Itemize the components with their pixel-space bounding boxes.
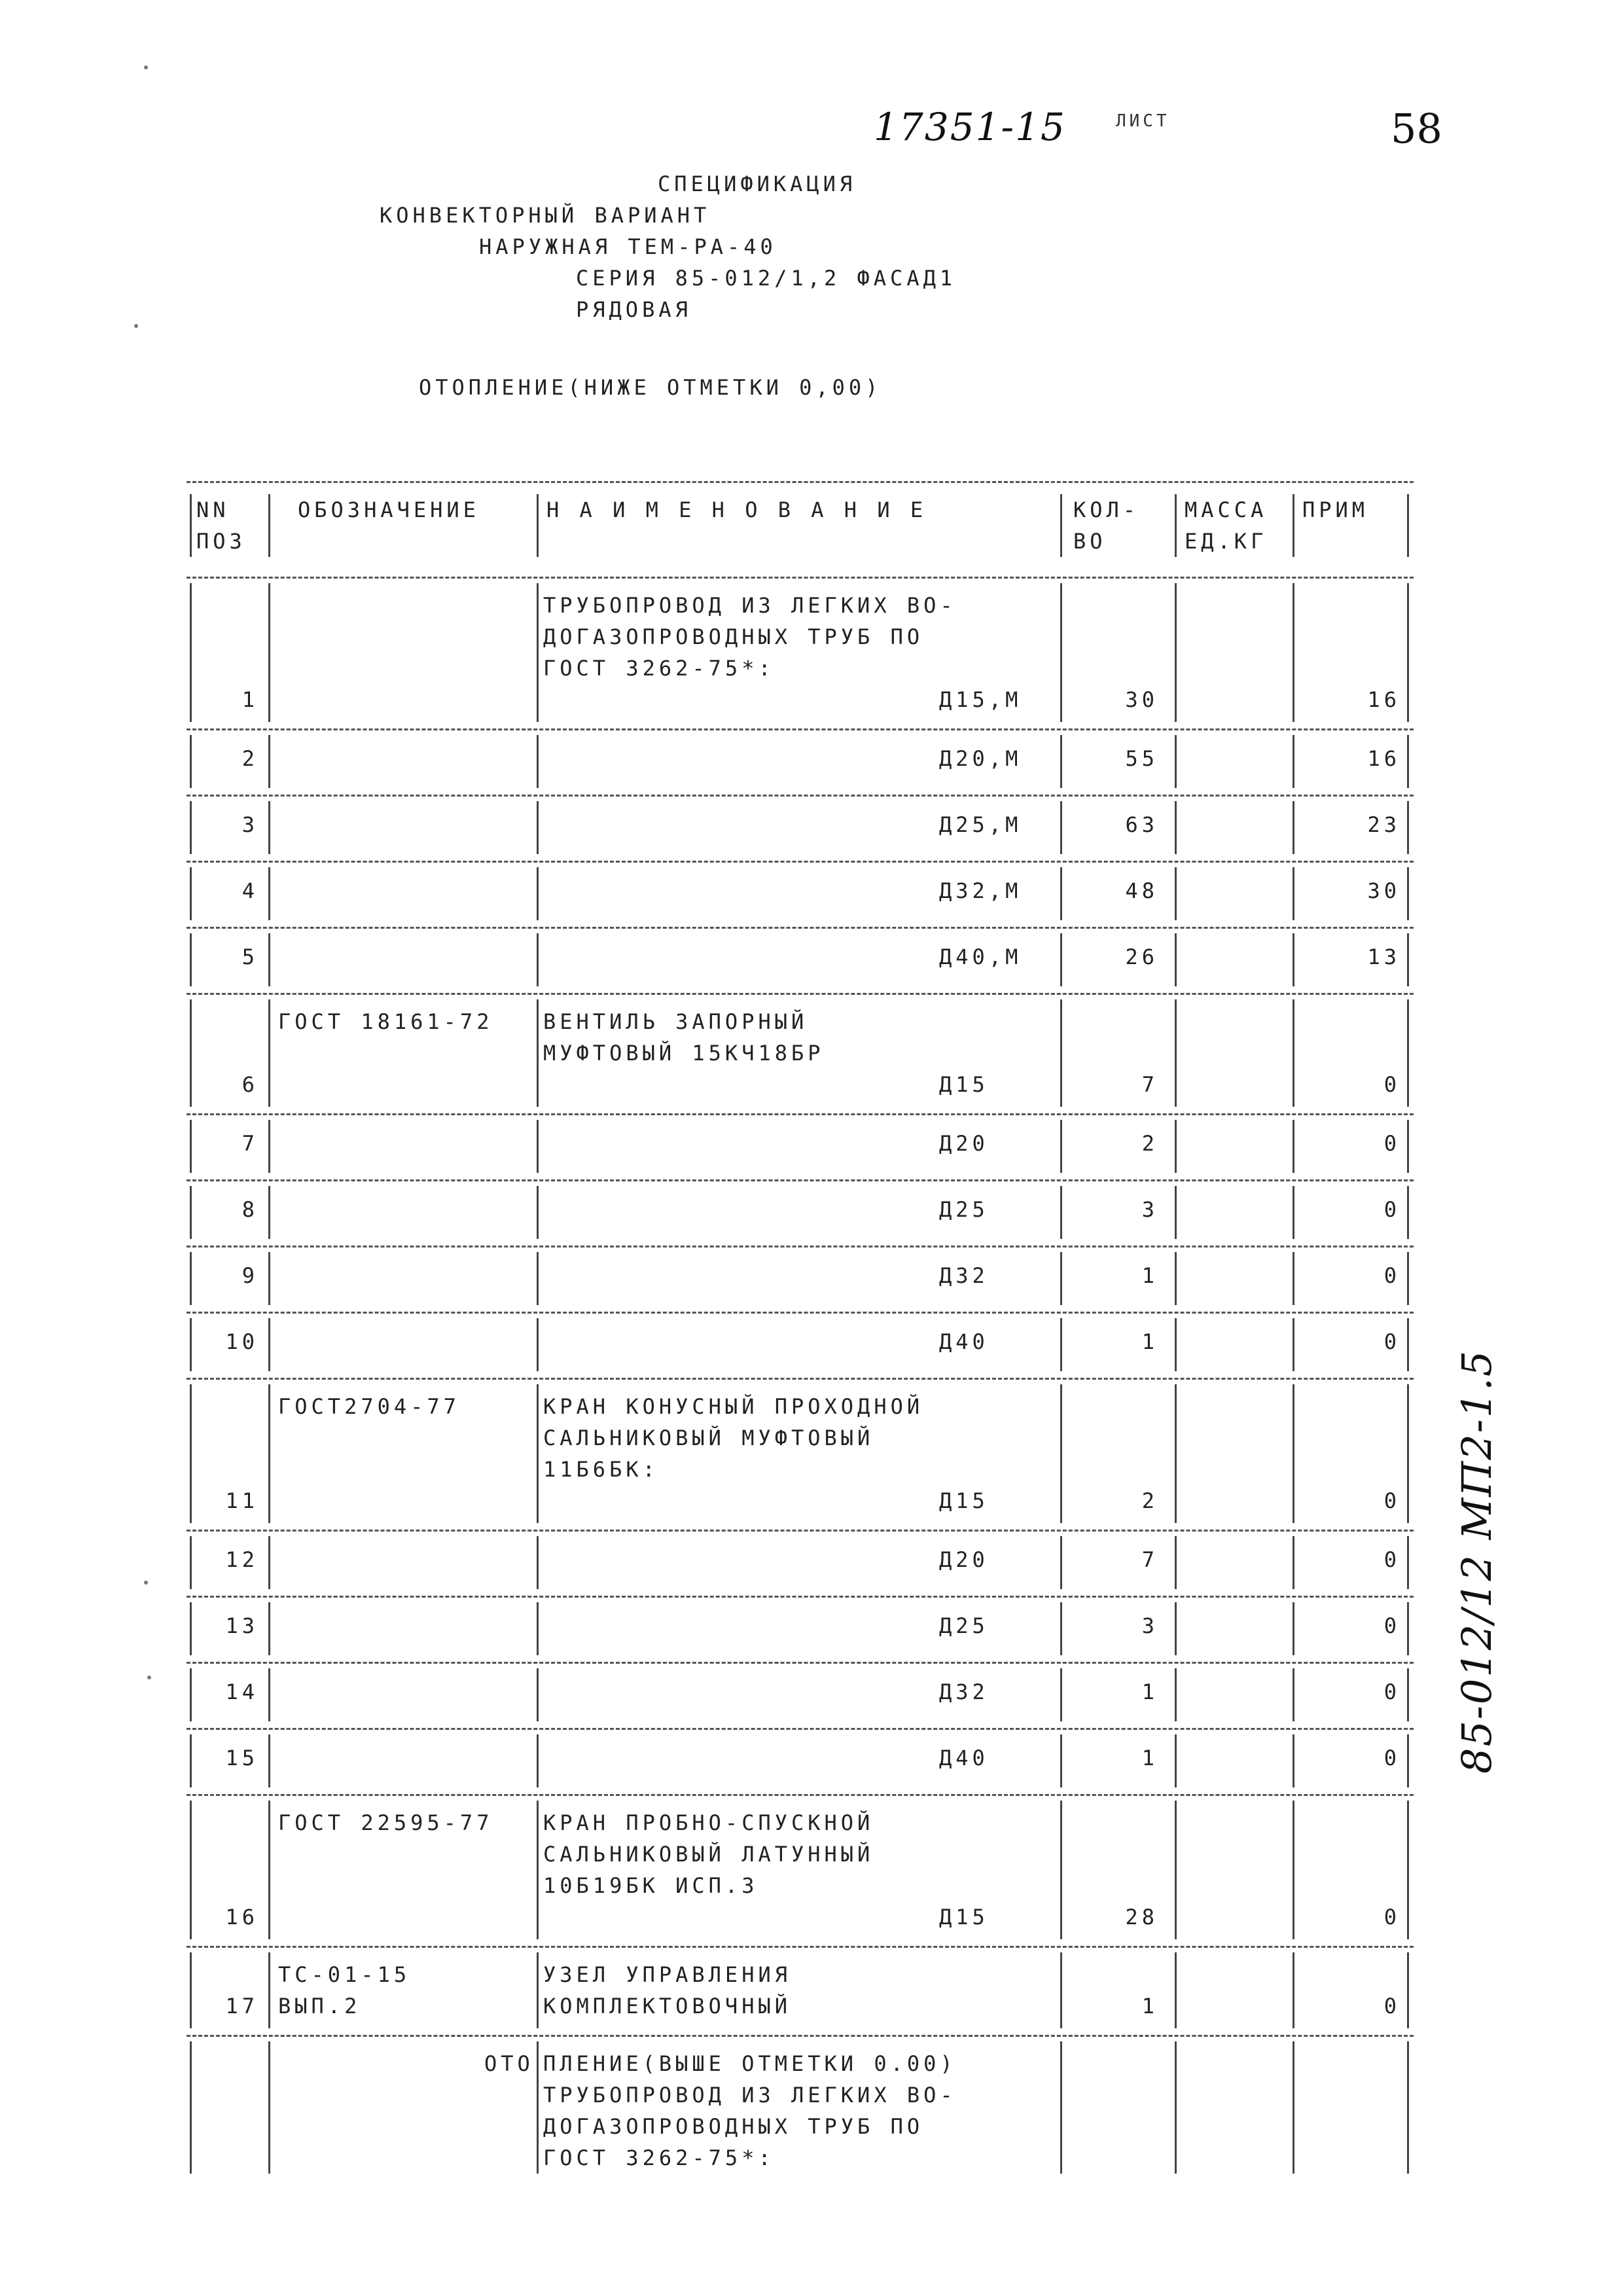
item-size: Д40,М [939,944,1022,969]
column-separator [1175,1120,1177,1173]
item-note: 16 [1367,746,1400,771]
column-separator [1175,1801,1177,1939]
column-separator [268,1252,270,1305]
table-rule [187,481,1414,483]
table-rule [187,1179,1414,1181]
column-separator [1407,1602,1409,1655]
item-quantity: 3 [1141,1197,1158,1222]
column-separator [1293,933,1294,986]
column-separator [1293,494,1294,557]
title-line-specification: СПЕЦИФИКАЦИЯ [658,171,857,196]
item-size: Д40 [939,1329,989,1354]
column-separator [1175,801,1177,854]
column-separator [537,1252,539,1305]
position-number: 2 [241,746,259,771]
item-size: Д20 [939,1547,989,1572]
column-separator [190,1801,192,1939]
position-number: 12 [225,1547,259,1572]
position-number: 8 [241,1197,259,1222]
document-number: 17351-15 [874,105,1066,149]
column-separator [268,1734,270,1787]
group-name-line: 11Б6БК: [543,1457,659,1482]
sheet-label: ЛИСТ [1116,111,1170,131]
position-number: 3 [241,812,259,837]
column-separator [268,583,270,722]
item-quantity: 55 [1125,746,1158,771]
column-separator [1175,1186,1177,1239]
column-separator [1060,1734,1062,1787]
item-note: 0 [1383,1679,1400,1704]
column-separator [1293,1384,1294,1523]
item-quantity: 7 [1141,1547,1158,1572]
column-header-sub: ЕД.КГ [1185,529,1268,554]
group-name-line: МУФТОВЫЙ 15КЧ18БР [543,1041,825,1066]
column-separator [268,801,270,854]
side-document-code: 85-012/12 МП2-1.5 [1453,1349,1501,1774]
column-separator [1175,999,1177,1107]
position-number: 11 [225,1488,259,1513]
column-separator [1293,1734,1294,1787]
column-separator [268,1801,270,1939]
column-separator [537,735,539,788]
column-separator [537,1668,539,1721]
item-size: Д40 [939,1746,989,1770]
column-separator [268,1536,270,1589]
column-separator [537,1602,539,1655]
column-separator [537,1318,539,1371]
item-note: 0 [1383,1329,1400,1354]
column-separator [1407,1734,1409,1787]
item-quantity: 7 [1141,1072,1158,1097]
table-rule [187,1312,1414,1314]
column-separator [190,1252,192,1305]
group-name-line: ВЕНТИЛЬ ЗАПОРНЫЙ [543,1009,808,1034]
column-separator [537,1120,539,1173]
table-rule [187,1794,1414,1796]
item-size: Д32 [939,1679,989,1704]
column-separator [1175,1602,1177,1655]
column-separator [1060,583,1062,722]
position-number: 17 [225,1994,259,2018]
item-quantity: 2 [1141,1131,1158,1156]
column-separator [190,933,192,986]
column-separator [1060,999,1062,1107]
table-rule [187,1530,1414,1532]
column-separator [1175,1668,1177,1721]
group-name-line: КОМПЛЕКТОВОЧНЫЙ [543,1994,791,2018]
group-name-line: ГОСТ 3262-75*: [543,2145,775,2170]
title-line-outdoor-temperature: НАРУЖНАЯ ТЕМ-РА-40 [479,234,777,259]
column-separator [1175,494,1177,557]
scan-speck [134,324,138,328]
column-separator [1175,933,1177,986]
table-rule [187,1946,1414,1948]
item-note: 0 [1383,1131,1400,1156]
column-separator [537,867,539,920]
position-number: 7 [241,1131,259,1156]
column-separator [537,1734,539,1787]
position-number: 15 [225,1746,259,1770]
column-separator [190,1120,192,1173]
column-separator [1060,1668,1062,1721]
column-separator [537,583,539,722]
position-number: 9 [241,1263,259,1288]
column-separator [190,494,192,557]
column-header-sub: ВО [1073,529,1107,554]
column-separator [190,583,192,722]
group-designation: ГОСТ 22595-77 [278,1810,493,1835]
column-separator [1293,1952,1294,2028]
column-separator [537,1952,539,2028]
column-separator [1407,1668,1409,1721]
table-rule [187,927,1414,929]
column-separator [1060,1536,1062,1589]
item-size: Д20,М [939,746,1022,771]
column-separator [190,867,192,920]
item-size: Д32 [939,1263,989,1288]
column-separator [268,933,270,986]
position-number: 10 [225,1329,259,1354]
column-separator [1293,1252,1294,1305]
column-separator [268,1602,270,1655]
column-separator [1060,1384,1062,1523]
column-separator [190,735,192,788]
column-separator [537,494,539,557]
title-line-variant: КОНВЕКТОРНЫЙ ВАРИАНТ [380,203,711,228]
group-name-line: ТРУБОПРОВОД ИЗ ЛЕГКИХ ВО- [543,593,957,618]
position-number: 5 [241,944,259,969]
item-quantity: 3 [1141,1613,1158,1638]
column-separator [537,1536,539,1589]
item-note: 30 [1367,878,1400,903]
column-separator [1407,1536,1409,1589]
item-size: Д15 [939,1488,989,1513]
group-name-line: КРАН ПРОБНО-СПУСКНОЙ [543,1810,874,1835]
title-line-row-type: РЯДОВАЯ [576,297,692,322]
scan-speck [144,1581,148,1585]
column-separator [1407,494,1409,557]
item-note: 13 [1367,944,1400,969]
item-note: 0 [1383,1613,1400,1638]
item-note: 0 [1383,1746,1400,1770]
position-number: 6 [241,1072,259,1097]
column-header: МАССА [1185,497,1268,522]
section-title: ОТОПЛЕНИЕ(НИЖЕ ОТМЕТКИ 0,00) [419,375,882,400]
column-separator [190,1734,192,1787]
item-size: Д15 [939,1072,989,1097]
column-separator [1293,1801,1294,1939]
group-name-line: ДОГАЗОПРОВОДНЫХ ТРУБ ПО [543,624,924,649]
column-separator [190,801,192,854]
column-separator [190,1952,192,2028]
scan-speck [144,65,148,69]
column-separator [1060,933,1062,986]
column-separator [1293,1186,1294,1239]
column-separator [1175,583,1177,722]
position-number: 4 [241,878,259,903]
item-quantity: 48 [1125,878,1158,903]
group-name-line: ДОГАЗОПРОВОДНЫХ ТРУБ ПО [543,2114,924,2139]
title-line-series: СЕРИЯ 85-012/1,2 ФАСАД1 [576,266,957,291]
column-separator [1060,735,1062,788]
column-separator [1175,1384,1177,1523]
column-separator [1060,1801,1062,1939]
group-designation: ГОСТ2704-77 [278,1394,460,1419]
column-separator [1407,1186,1409,1239]
item-size: Д32,М [939,878,1022,903]
table-rule [187,577,1414,579]
column-separator [1407,801,1409,854]
column-separator [268,1120,270,1173]
column-header-sub: ПОЗ [196,529,246,554]
column-separator [1407,735,1409,788]
table-rule [187,1728,1414,1730]
item-note: 0 [1383,1994,1400,2018]
table-rule [187,861,1414,863]
column-separator [1293,1318,1294,1371]
table-rule [187,795,1414,797]
group-name-line: 10Б19БК ИСП.3 [543,1873,758,1898]
table-rule [187,1246,1414,1247]
group-name-line: УЗЕЛ УПРАВЛЕНИЯ [543,1962,791,1987]
column-separator [537,1186,539,1239]
column-separator [1407,933,1409,986]
column-separator [268,1384,270,1523]
column-separator [537,999,539,1107]
scan-speck [147,1676,151,1679]
column-separator [537,1801,539,1939]
group-name-line: ГОСТ 3262-75*: [543,656,775,681]
group-name-line: САЛЬНИКОВЫЙ МУФТОВЫЙ [543,1426,874,1450]
column-separator [1060,1186,1062,1239]
column-separator [1293,801,1294,854]
group-designation: ОТО [484,2051,534,2076]
item-size: Д20 [939,1131,989,1156]
column-separator [190,999,192,1107]
column-separator [190,1384,192,1523]
column-separator [1407,1252,1409,1305]
column-separator [1060,1252,1062,1305]
table-rule [187,1596,1414,1598]
column-separator [1175,1952,1177,2028]
item-quantity: 2 [1141,1488,1158,1513]
column-separator [1293,867,1294,920]
item-size: Д25,М [939,812,1022,837]
group-name-line: ТРУБОПРОВОД ИЗ ЛЕГКИХ ВО- [543,2083,957,2108]
item-quantity: 28 [1125,1905,1158,1929]
position-number: 14 [225,1679,259,1704]
column-separator [1060,1120,1062,1173]
column-separator [1407,1801,1409,1939]
item-quantity: 1 [1141,1263,1158,1288]
column-separator [268,1952,270,2028]
column-separator [1060,867,1062,920]
group-name-line: ПЛЕНИЕ(ВЫШЕ ОТМЕТКИ 0.00) [543,2051,957,2076]
column-separator [1175,2041,1177,2174]
column-header: КОЛ- [1073,497,1140,522]
table-rule [187,2035,1414,2037]
group-designation: ТС-01-15 [278,1962,411,1987]
column-separator [1407,1952,1409,2028]
item-note: 0 [1383,1905,1400,1929]
column-separator [268,1668,270,1721]
group-name-line: КРАН КОНУСНЫЙ ПРОХОДНОЙ [543,1394,924,1419]
column-separator [1293,1668,1294,1721]
column-separator [190,1536,192,1589]
column-separator [1293,1602,1294,1655]
item-note: 23 [1367,812,1400,837]
item-note: 0 [1383,1547,1400,1572]
column-separator [1060,494,1062,557]
group-designation-extra: ВЫП.2 [278,1994,361,2018]
column-separator [1175,1252,1177,1305]
column-separator [1060,1602,1062,1655]
column-separator [537,2041,539,2174]
item-size: Д25 [939,1613,989,1638]
column-header: ПРИМ [1302,497,1369,522]
position-number: 1 [241,687,259,712]
item-quantity: 1 [1141,1994,1158,2018]
column-separator [190,1186,192,1239]
item-note: 0 [1383,1197,1400,1222]
table-rule [187,1378,1414,1380]
column-separator [1060,1318,1062,1371]
group-name-line: САЛЬНИКОВЫЙ ЛАТУННЫЙ [543,1842,874,1867]
sheet-number: 58 [1391,105,1442,152]
item-quantity: 63 [1125,812,1158,837]
column-separator [1407,999,1409,1107]
column-separator [190,2041,192,2174]
column-separator [268,1318,270,1371]
column-separator [1175,1318,1177,1371]
item-size: Д15,М [939,687,1022,712]
column-separator [268,867,270,920]
column-separator [1060,2041,1062,2174]
item-size: Д25 [939,1197,989,1222]
column-separator [1175,867,1177,920]
column-separator [1407,2041,1409,2174]
column-separator [1407,867,1409,920]
column-separator [268,494,270,557]
item-note: 0 [1383,1072,1400,1097]
column-separator [1293,735,1294,788]
column-separator [1175,735,1177,788]
item-note: 0 [1383,1263,1400,1288]
column-separator [1407,1318,1409,1371]
column-separator [1293,1536,1294,1589]
item-quantity: 30 [1125,687,1158,712]
column-separator [1407,1384,1409,1523]
column-separator [1407,1120,1409,1173]
column-header: NN [196,497,230,522]
column-separator [537,801,539,854]
column-separator [190,1318,192,1371]
column-separator [1293,583,1294,722]
item-quantity: 26 [1125,944,1158,969]
column-separator [1175,1734,1177,1787]
column-separator [1293,2041,1294,2174]
position-number: 13 [225,1613,259,1638]
item-quantity: 1 [1141,1329,1158,1354]
column-separator [268,1186,270,1239]
column-separator [190,1668,192,1721]
column-separator [1293,1120,1294,1173]
column-separator [1060,1952,1062,2028]
table-rule [187,993,1414,995]
column-separator [190,1602,192,1655]
column-separator [268,999,270,1107]
table-rule [187,728,1414,730]
item-size: Д15 [939,1905,989,1929]
column-separator [268,735,270,788]
column-header: ОБОЗНАЧЕНИЕ [298,497,480,522]
item-note: 16 [1367,687,1400,712]
item-quantity: 1 [1141,1746,1158,1770]
column-separator [537,933,539,986]
column-separator [1175,1536,1177,1589]
table-rule [187,1113,1414,1115]
item-quantity: 1 [1141,1679,1158,1704]
column-separator [1407,583,1409,722]
table-rule [187,1662,1414,1664]
column-separator [268,2041,270,2174]
column-separator [1060,801,1062,854]
group-designation: ГОСТ 18161-72 [278,1009,493,1034]
column-separator [1293,999,1294,1107]
column-header: Н А И М Е Н О В А Н И Е [546,497,927,522]
item-note: 0 [1383,1488,1400,1513]
position-number: 16 [225,1905,259,1929]
column-separator [537,1384,539,1523]
